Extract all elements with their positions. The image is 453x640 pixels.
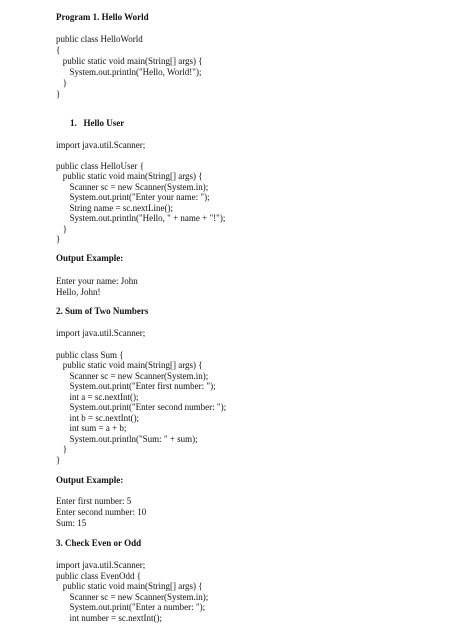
- code-line: import java.util.Scanner;: [56, 328, 146, 338]
- code-line: }: [56, 444, 68, 454]
- code-line: public class EvenOdd {: [56, 571, 142, 581]
- code-line: public class HelloWorld: [56, 34, 143, 44]
- heading-sum-two-numbers: 2. Sum of Two Numbers: [56, 306, 149, 316]
- output-line: Sum: 15: [56, 518, 87, 528]
- code-line: }: [56, 234, 61, 244]
- code-line: }: [56, 78, 68, 88]
- heading-hello-user: 1. Hello User: [70, 118, 125, 128]
- output-line: Enter second number: 10: [56, 507, 147, 517]
- code-line: import java.util.Scanner;: [56, 140, 146, 150]
- code-line: String name = sc.nextLine();: [56, 203, 174, 213]
- heading-output-example: Output Example:: [56, 253, 124, 263]
- code-line: }: [56, 224, 68, 234]
- output-line: Enter first number: 5: [56, 496, 132, 506]
- heading-program-1: Program 1. Hello World: [56, 12, 149, 22]
- code-line: {: [56, 45, 61, 55]
- code-line: int number = sc.nextInt();: [56, 613, 163, 623]
- code-line: System.out.println("Hello, World!");: [56, 67, 202, 77]
- code-line: public static void main(String[] args) {: [56, 171, 203, 181]
- code-line: public static void main(String[] args) {: [56, 360, 203, 370]
- code-line: System.out.println("Hello, " + name + "!");: [56, 213, 226, 223]
- heading-even-or-odd: 3. Check Even or Odd: [56, 538, 142, 548]
- code-line: System.out.print("Enter a number: ");: [56, 602, 206, 612]
- code-line: Scanner sc = new Scanner(System.in);: [56, 371, 209, 381]
- code-line: System.out.print("Enter first number: ");: [56, 381, 216, 391]
- code-line: int b = sc.nextInt();: [56, 413, 140, 423]
- code-line: public static void main(String[] args) {: [56, 581, 203, 591]
- output-line: Enter your name: John: [56, 276, 138, 286]
- code-line: }: [56, 89, 61, 99]
- code-line: Scanner sc = new Scanner(System.in);: [56, 592, 209, 602]
- heading-output-example: Output Example:: [56, 475, 124, 485]
- code-line: }: [56, 455, 61, 465]
- code-line: System.out.print("Enter your name: ");: [56, 192, 210, 202]
- code-line: public class HelloUser {: [56, 161, 145, 171]
- code-line: Scanner sc = new Scanner(System.in);: [56, 182, 209, 192]
- code-line: public static void main(String[] args) {: [56, 56, 203, 66]
- code-line: int a = sc.nextInt();: [56, 392, 139, 402]
- output-line: Hello, John!: [56, 287, 101, 297]
- code-line: public class Sum {: [56, 350, 124, 360]
- code-line: int sum = a + b;: [56, 423, 127, 433]
- code-line: System.out.print("Enter second number: ");: [56, 402, 227, 412]
- code-line: import java.util.Scanner;: [56, 560, 146, 570]
- code-line: System.out.println("Sum: " + sum);: [56, 434, 198, 444]
